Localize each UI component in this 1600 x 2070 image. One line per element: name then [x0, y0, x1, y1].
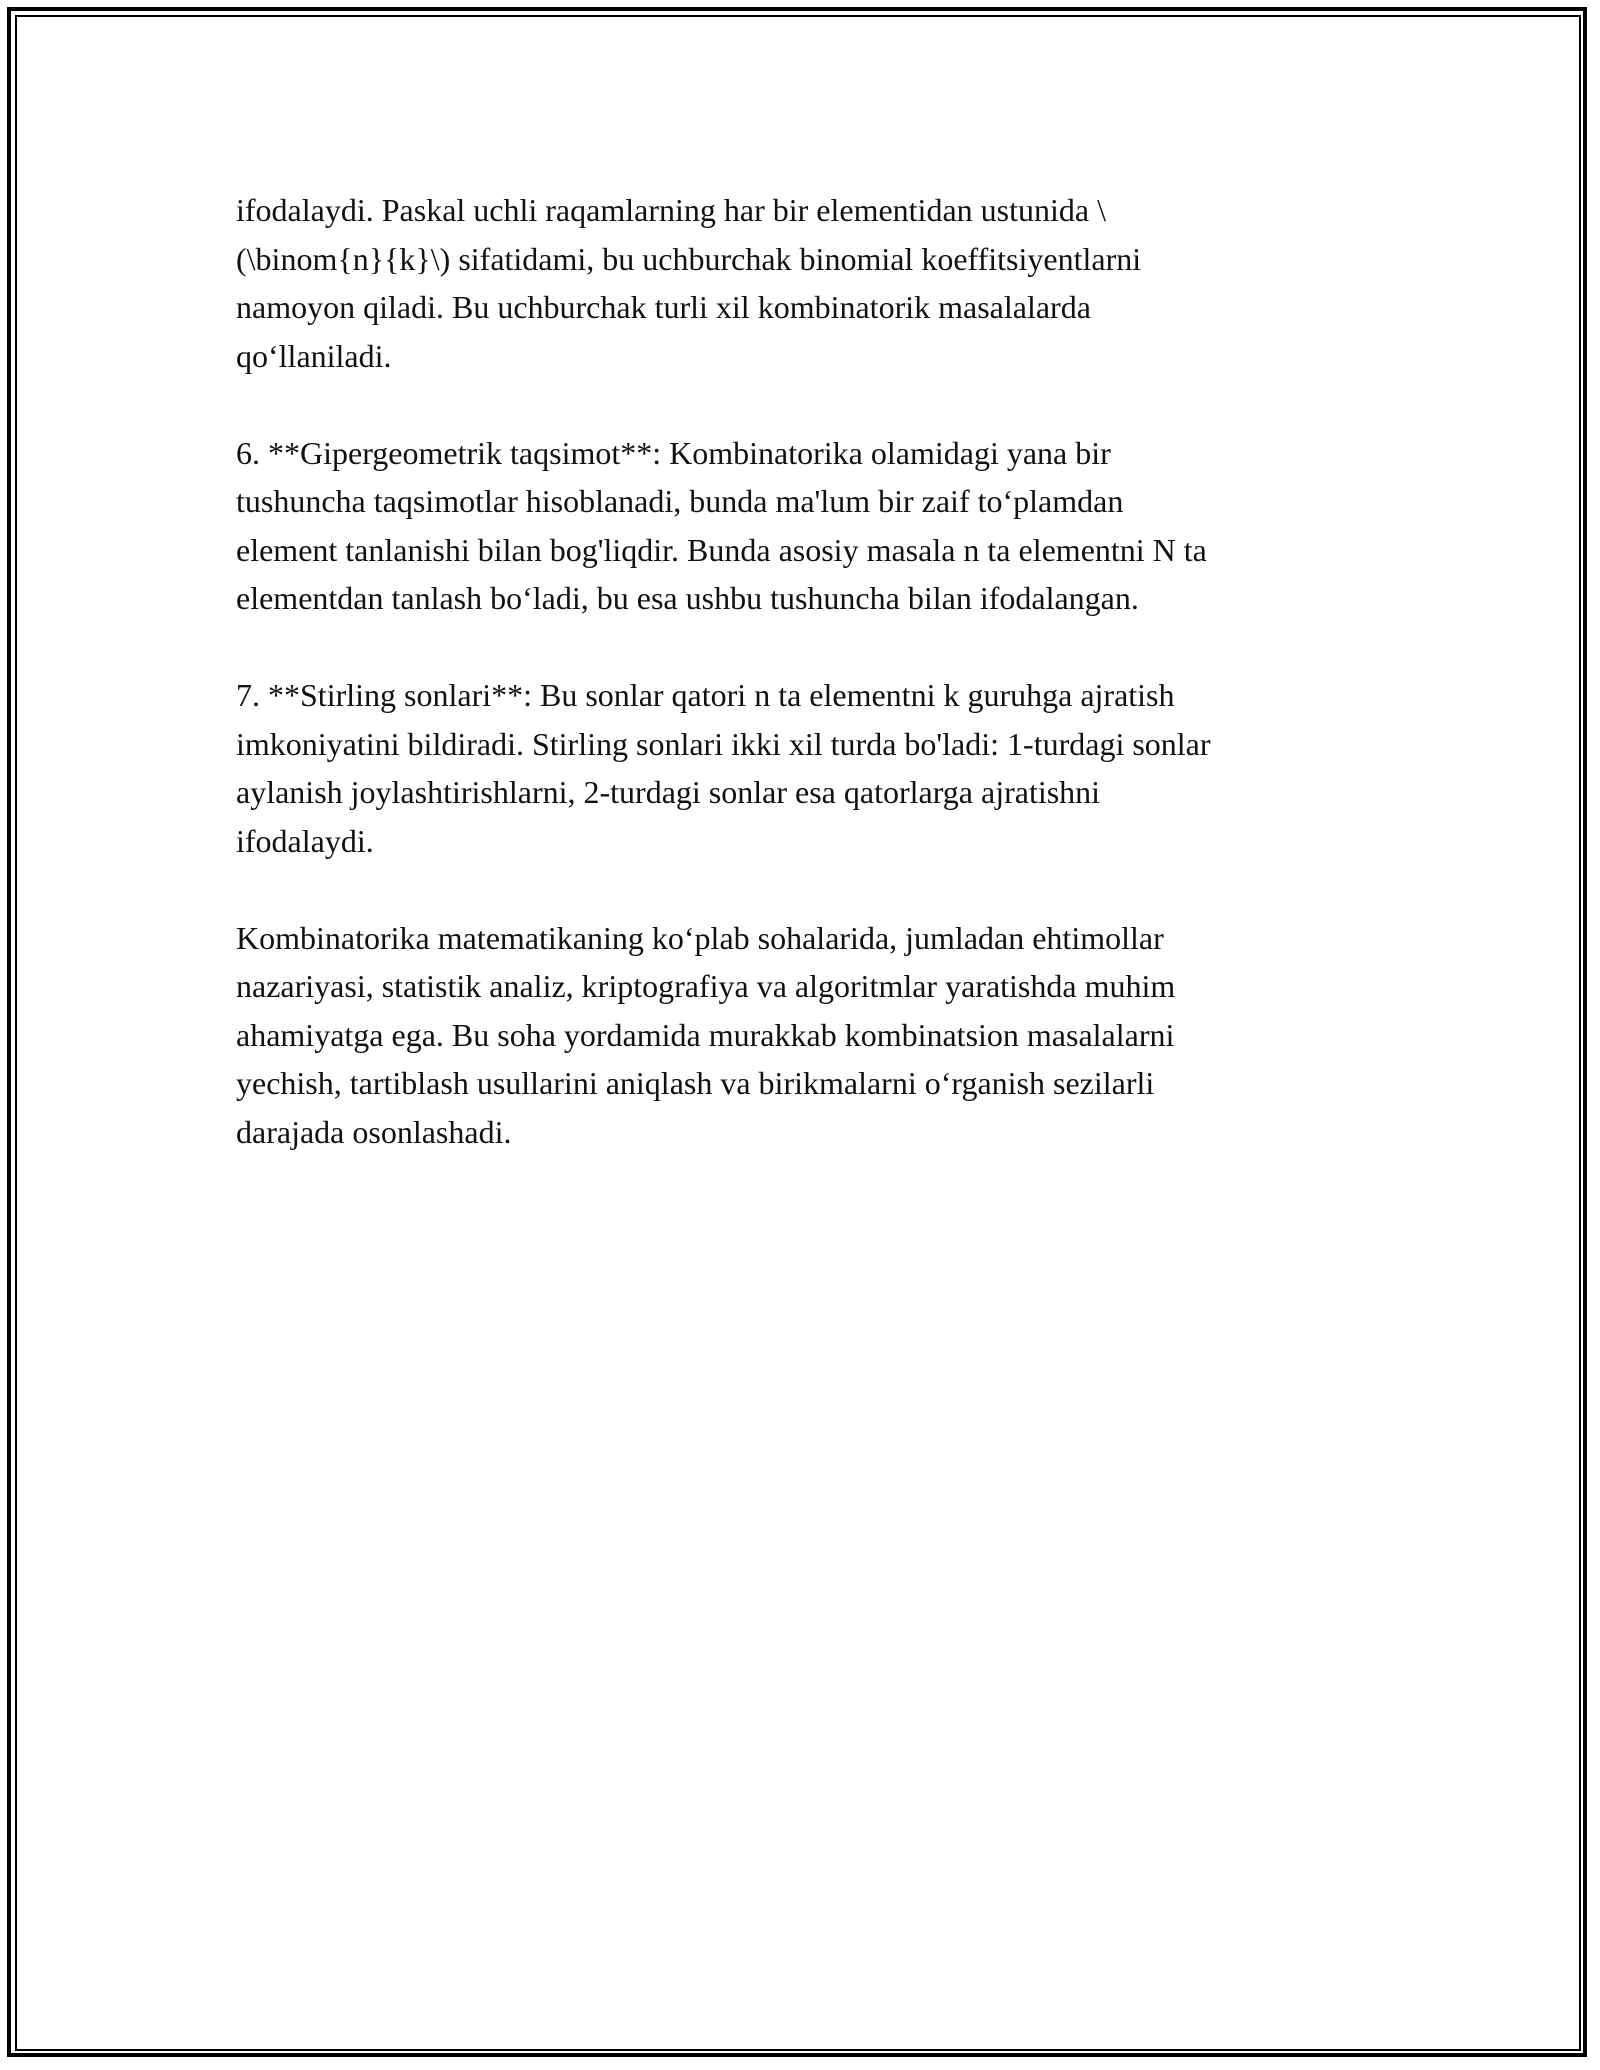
text-line: 6. **Gipergeometrik taqsimot**: Kombinatorika olamidagi yana bir — [236, 434, 1111, 471]
text-line: 7. **Stirling sonlari**: Bu sonlar qatori n ta elementni k guruhga ajratish — [236, 677, 1175, 713]
paragraph-stirling-numbers — [236, 671, 1376, 865]
text-line: aylanish joylashtirishlarni, 2-turdagi sonlar esa qatorlarga ajratishni — [236, 774, 1101, 810]
text-line: ifodalaydi. — [236, 822, 374, 859]
text-line: elementdan tanlash bo‘ladi, bu esa ushbu tushuncha bilan ifodalangan. — [236, 580, 1139, 616]
text-line: tushuncha taqsimotlar hisoblanadi, bunda ma'lum bir zaif to‘plamdan — [236, 483, 1124, 519]
text-line: element tanlanishi bilan bog'liqdir. Bunda asosiy masala n ta elementni N ta — [236, 531, 1207, 568]
paragraph-pascal-triangle — [236, 186, 1376, 380]
text-line: ahamiyatga ega. Bu soha yordamida murakkab kombinatsion masalalarni — [236, 1016, 1175, 1053]
text-line: yechish, tartiblash usullarini aniqlash va birikmalarni o‘rganish sezilarli — [236, 1065, 1155, 1101]
text-line: qo‘llaniladi. — [236, 337, 392, 374]
text-line: Kombinatorika matematikaning ko‘plab sohalarida, jumladan ehtimollar — [236, 919, 1164, 956]
text-line: (\binom{n}{k}\) sifatidami, bu uchburchak binomial koeffitsiyentlarni — [236, 240, 1142, 277]
text-line: darajada osonlashadi. — [236, 1113, 512, 1150]
document-body — [236, 186, 1376, 1205]
text-line: nazariyasi, statistik analiz, kriptografiya va algoritmlar yaratishda muhim — [236, 968, 1176, 1004]
paragraph-conclusion — [236, 914, 1376, 1157]
text-line: ifodalaydi. Paskal uchli raqamlarning har bir elementidan ustunida \ — [236, 192, 1106, 228]
text-line: namoyon qiladi. Bu uchburchak turli xil kombinatorik masalalarda — [236, 289, 1091, 325]
paragraph-hypergeometric — [236, 429, 1376, 623]
text-line: imkoniyatini bildiradi. Stirling sonlari ikki xil turda bo'ladi: 1-turdagi sonlar — [236, 725, 1211, 762]
